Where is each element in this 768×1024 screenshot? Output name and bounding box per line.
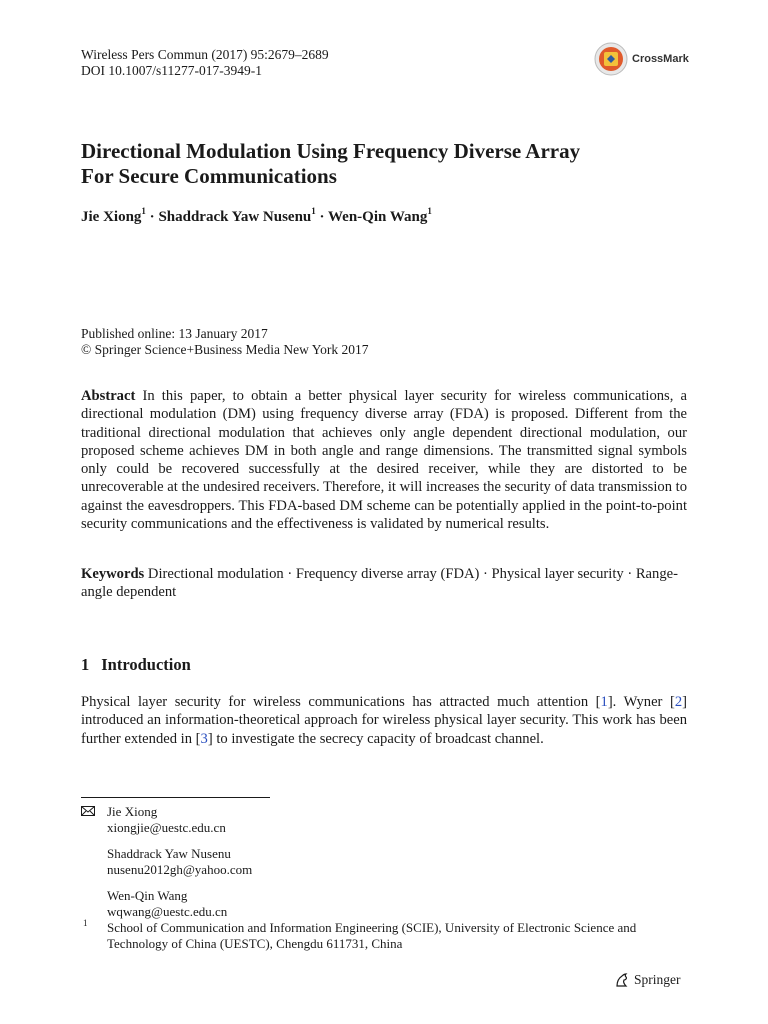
contact-entry [107, 804, 252, 836]
contact-name: Wen-Qin Wang [107, 888, 188, 903]
intro-text: ] introduced an information-theoretical approach for wireless physical layer security. This work has been further extended in [ [81, 694, 687, 747]
contact-name: Jie Xiong [107, 804, 158, 819]
publication-info [81, 326, 368, 358]
published-date: Published online: 13 January 2017 [81, 326, 268, 341]
citation-link[interactable]: 1 [600, 694, 608, 710]
title-line-1: Directional Modulation Using Frequency Diverse Array [81, 139, 581, 163]
section-heading [81, 655, 191, 675]
intro-paragraph [81, 693, 687, 748]
author-name: Wen-Qin Wang [328, 209, 428, 225]
envelope-icon [81, 806, 95, 816]
author-separator: · [315, 209, 328, 225]
author-affil-mark: 1 [311, 206, 316, 216]
intro-text: ]. Wyner [ [607, 694, 675, 710]
citation-link[interactable]: 3 [200, 730, 208, 747]
contact-email[interactable]: nusenu2012gh@yahoo.com [107, 862, 253, 877]
copyright: © Springer Science+Business Media New York 2017 [81, 342, 369, 357]
crossmark-badge[interactable] [594, 42, 694, 76]
journal-citation: Wireless Pers Commun (2017) 95:2679–2689 [81, 47, 329, 62]
springer-horse-icon [614, 972, 630, 988]
affiliation: School of Communication and Information Engineering (SCIE), University of Electronic Science and Technology of China (UESTC), Chengdu 611731, China [107, 920, 637, 951]
author-affil-mark: 1 [427, 206, 432, 216]
contact-entry [107, 846, 252, 878]
title-line-2: For Secure Communications [81, 164, 337, 188]
author-list [81, 207, 432, 226]
intro-text: Physical layer security for wireless communications has attracted much attention [ [81, 694, 601, 710]
author-name: Shaddrack Yaw Nusenu [158, 209, 312, 225]
publisher-name: Springer [634, 972, 681, 987]
abstract [81, 387, 687, 533]
intro-text: ] to investigate the secrecy capacity of broadcast channel. [207, 730, 544, 747]
author-name: Jie Xiong [81, 209, 142, 225]
keywords [81, 565, 687, 602]
abstract-text: In this paper, to obtain a better physical layer security for wireless communications, a directional modulation (DM) using frequency diverse array (FDA) is proposed. Different from the traditional directional modulation that achieves only angle dependent directional modulation, our proposed scheme achieves DM in both angle and range dimensions. The transmitted signal symbols only could be recovered successfully at the desired receiver, while they are distorted to be unrecoverable at the undesired receivers. Therefore, it will increases the security of data transmission to against the eavesdroppers. This FDA-based DM scheme can be potentially applied in the point-to-point security communications and the effectiveness is validated by numerical results. [81, 388, 687, 533]
footnote-divider [81, 797, 270, 798]
crossmark-label: CrossMark [632, 53, 689, 65]
author-separator: · [145, 209, 159, 225]
contact-name: Shaddrack Yaw Nusenu [107, 846, 231, 861]
affiliation-mark: 1 [83, 918, 88, 928]
contact-entry [107, 888, 252, 920]
publisher-logo [614, 972, 681, 988]
keywords-label: Keywords [81, 566, 145, 582]
author-affil-mark: 1 [141, 206, 146, 216]
crossmark-icon [594, 42, 628, 76]
section-number: 1 [81, 655, 90, 674]
citation-link[interactable]: 2 [674, 694, 683, 710]
doi[interactable]: DOI 10.1007/s11277-017-3949-1 [81, 63, 262, 78]
contact-email[interactable]: wqwang@uestc.edu.cn [107, 904, 228, 919]
contact-list [107, 804, 252, 930]
section-title: Introduction [101, 655, 191, 674]
contact-email[interactable]: xiongjie@uestc.edu.cn [107, 820, 226, 835]
keywords-text: Directional modulation · Frequency diverse array (FDA) · Physical layer security · Range-angle dependent [81, 566, 678, 601]
abstract-label: Abstract [81, 388, 136, 404]
running-header [81, 47, 329, 79]
paper-title [81, 139, 681, 189]
